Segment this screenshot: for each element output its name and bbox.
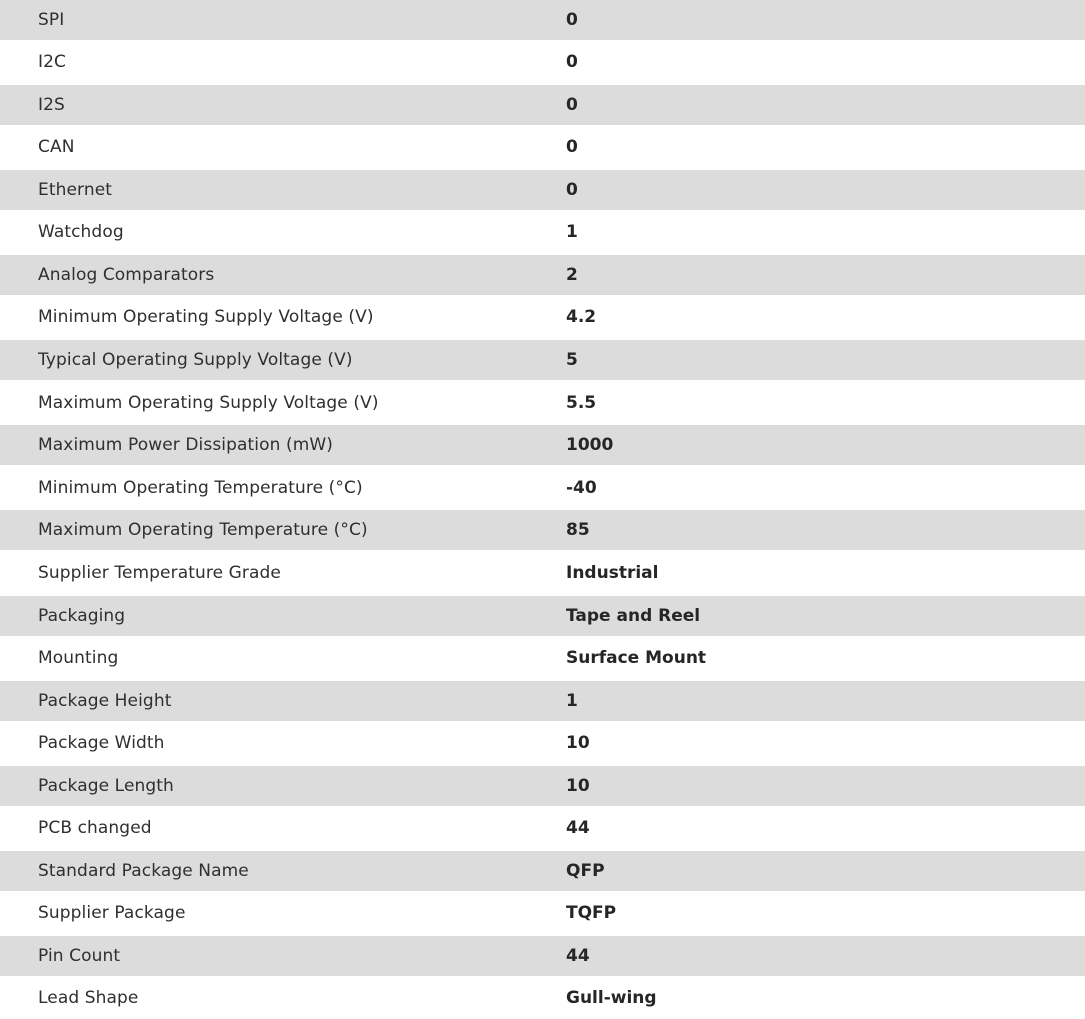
spec-label: Mounting bbox=[38, 648, 119, 668]
spec-label: Lead Shape bbox=[38, 988, 139, 1008]
spec-row-pin-count bbox=[0, 936, 1085, 976]
spec-value: 4.2 bbox=[566, 307, 597, 327]
spec-label: CAN bbox=[38, 137, 75, 157]
spec-label: I2S bbox=[38, 95, 65, 115]
spec-label: Maximum Operating Supply Voltage (V) bbox=[38, 393, 379, 413]
spec-row-watchdog bbox=[0, 212, 1085, 252]
spec-label: Package Length bbox=[38, 776, 174, 796]
spec-row-package-height bbox=[0, 681, 1085, 721]
spec-value: 10 bbox=[566, 733, 590, 753]
spec-value: 1 bbox=[566, 691, 578, 711]
spec-value: 5 bbox=[566, 350, 578, 370]
spec-value: 44 bbox=[566, 818, 590, 838]
spec-value: Industrial bbox=[566, 563, 659, 583]
spec-row-can bbox=[0, 127, 1085, 167]
spec-value: 1000 bbox=[566, 435, 614, 455]
spec-value: 85 bbox=[566, 520, 590, 540]
spec-label: I2C bbox=[38, 52, 66, 72]
spec-row-package-width bbox=[0, 723, 1085, 763]
spec-row-i2c bbox=[0, 42, 1085, 82]
spec-row-min-supply-voltage bbox=[0, 297, 1085, 337]
spec-label: SPI bbox=[38, 10, 65, 30]
spec-row-pcb-changed bbox=[0, 808, 1085, 848]
spec-row-i2s bbox=[0, 85, 1085, 125]
spec-value: 10 bbox=[566, 776, 590, 796]
spec-label: Packaging bbox=[38, 606, 126, 626]
spec-label: Package Width bbox=[38, 733, 165, 753]
spec-value: TQFP bbox=[566, 903, 617, 923]
spec-row-temperature-grade bbox=[0, 553, 1085, 593]
spec-value: QFP bbox=[566, 861, 605, 881]
spec-value: Tape and Reel bbox=[566, 606, 701, 626]
spec-row-mounting bbox=[0, 638, 1085, 678]
spec-row-min-operating-temp bbox=[0, 468, 1085, 508]
spec-value: 0 bbox=[566, 52, 578, 72]
spec-row-package-length bbox=[0, 766, 1085, 806]
spec-label: Watchdog bbox=[38, 222, 124, 242]
spec-row-packaging bbox=[0, 596, 1085, 636]
spec-row-standard-package-name bbox=[0, 851, 1085, 891]
spec-value: 0 bbox=[566, 137, 578, 157]
spec-row-supplier-package bbox=[0, 893, 1085, 933]
spec-value: 2 bbox=[566, 265, 578, 285]
spec-label: PCB changed bbox=[38, 818, 152, 838]
spec-label: Minimum Operating Supply Voltage (V) bbox=[38, 307, 374, 327]
spec-label: Maximum Operating Temperature (°C) bbox=[38, 520, 368, 540]
spec-row-max-supply-voltage bbox=[0, 383, 1085, 423]
spec-label: Supplier Temperature Grade bbox=[38, 563, 281, 583]
spec-row-analog-comparators bbox=[0, 255, 1085, 295]
spec-value: 0 bbox=[566, 180, 578, 200]
spec-label: Pin Count bbox=[38, 946, 121, 966]
spec-row-max-power-dissipation bbox=[0, 425, 1085, 465]
spec-value: 1 bbox=[566, 222, 578, 242]
spec-row-lead-shape bbox=[0, 978, 1085, 1018]
spec-value: Surface Mount bbox=[566, 648, 707, 668]
spec-label: Typical Operating Supply Voltage (V) bbox=[38, 350, 353, 370]
spec-label: Standard Package Name bbox=[38, 861, 249, 881]
spec-value: 5.5 bbox=[566, 393, 597, 413]
spec-value: 44 bbox=[566, 946, 590, 966]
spec-value: 0 bbox=[566, 95, 578, 115]
spec-row-ethernet bbox=[0, 170, 1085, 210]
spec-value: 0 bbox=[566, 10, 578, 30]
spec-row-spi bbox=[0, 0, 1085, 40]
spec-row-typ-supply-voltage bbox=[0, 340, 1085, 380]
spec-label: Ethernet bbox=[38, 180, 113, 200]
spec-label: Analog Comparators bbox=[38, 265, 215, 285]
spec-value: Gull-wing bbox=[566, 988, 657, 1008]
spec-label: Supplier Package bbox=[38, 903, 186, 923]
spec-label: Minimum Operating Temperature (°C) bbox=[38, 478, 363, 498]
spec-value: -40 bbox=[566, 478, 597, 498]
spec-label: Package Height bbox=[38, 691, 172, 711]
spec-row-max-operating-temp bbox=[0, 510, 1085, 550]
spec-label: Maximum Power Dissipation (mW) bbox=[38, 435, 334, 455]
